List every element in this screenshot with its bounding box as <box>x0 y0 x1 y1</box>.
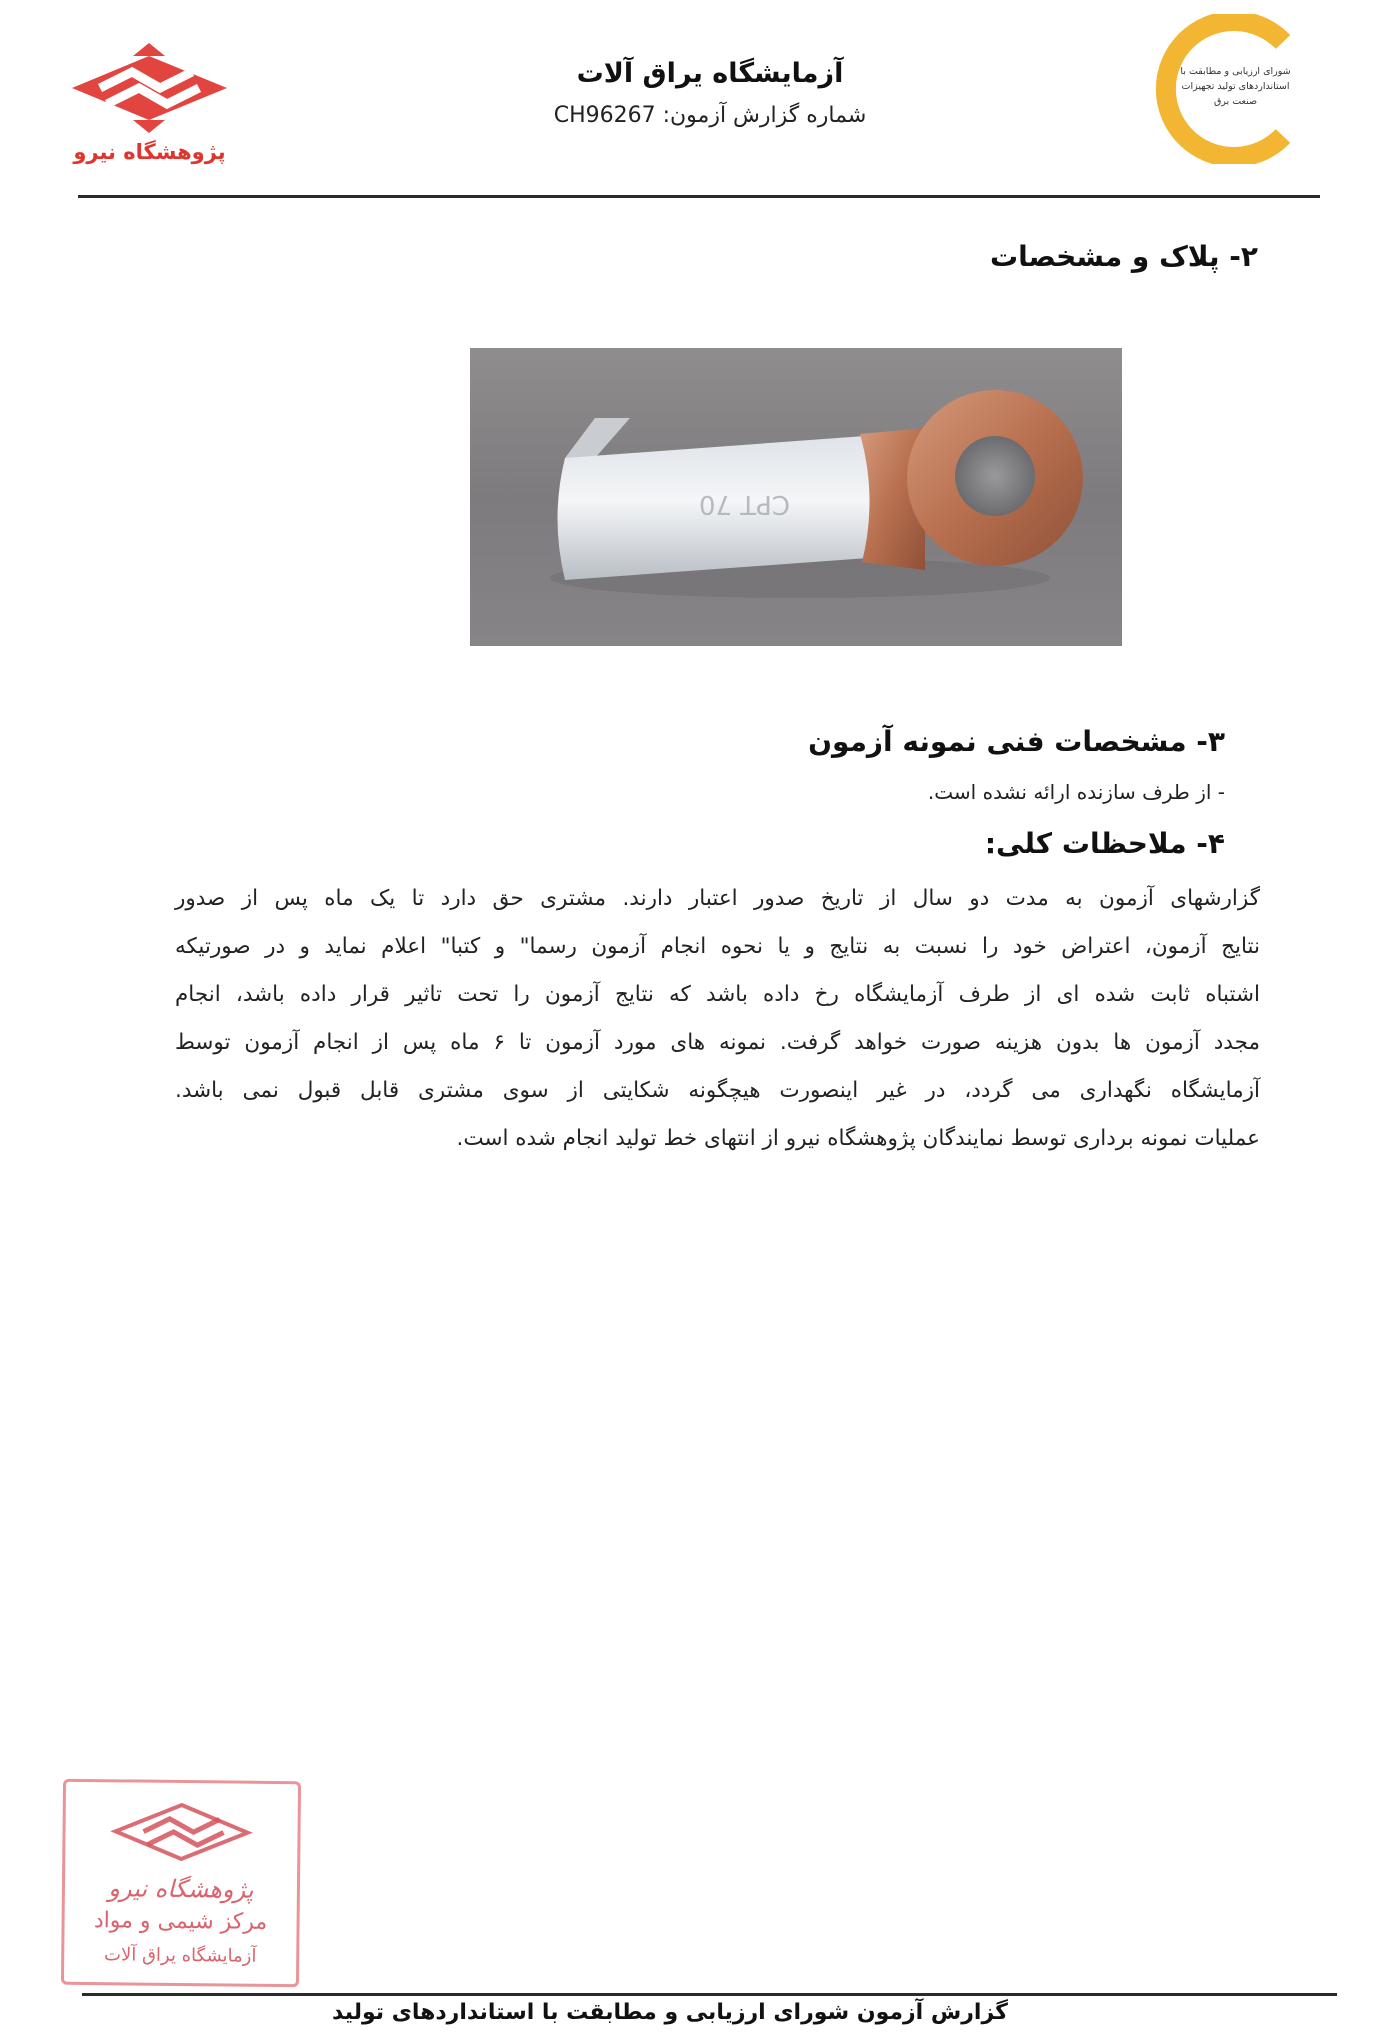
section-2-title: ۲- پلاک و مشخصات <box>989 240 1258 273</box>
remarks-line: مجدد آزمون ها بدون هزینه صورت خواهد گرفت. نمونه های مورد آزمون تا ۶ ماه پس از انجام آزمون توسط <box>175 1030 1260 1055</box>
lab-stamp <box>61 1779 301 1987</box>
stamp-line-2: مرکز شیمی و مواد <box>93 1908 268 1935</box>
remarks-line: اشتباه ثابت شده ای از طرف آزمایشگاه رخ داده باشد که نتایج آزمون را تحت تاثیر قرار داده باشد، انجام <box>175 982 1260 1007</box>
lightning-emblem-icon <box>62 38 237 138</box>
stamp-emblem-icon <box>65 1786 298 1878</box>
remarks-line: آزمایشگاه نگهداری می گردد، در غیر اینصورت هیچگونه شکایتی از سوی مشتری قابل قبول نمی باشد. <box>175 1078 1260 1103</box>
council-logo-text: شورای ارزیابی و مطابقت با استانداردهای تولید تجهیزات صنعت برق <box>1180 66 1291 107</box>
stamp-line-1: پژوهشگاه نیرو <box>108 1874 254 1904</box>
footer-text: گزارش آزمون شورای ارزیابی و مطابقت با استانداردهای تولید <box>332 2000 1008 2025</box>
section-4-title: ۴- ملاحظات کلی: <box>984 827 1225 860</box>
cable-lug-photo <box>470 348 1122 646</box>
stamp-line-3: آزمایشگاه یراق آلات <box>103 1944 257 1967</box>
report-number: شماره گزارش آزمون: CH96267 <box>553 103 867 128</box>
remarks-line: گزارشهای آزمون به مدت دو سال از تاریخ صدور اعتبار دارند. مشتری حق دارد تا یک ماه پس از صدور <box>175 886 1260 911</box>
footer-divider <box>82 1993 1337 1996</box>
section-3-title: ۳- مشخصات فنی نمونه آزمون <box>808 725 1225 758</box>
header-divider <box>78 195 1320 198</box>
remarks-line: عملیات نمونه برداری توسط نمایندگان پژوهشگاه نیرو از انتهای خط تولید انجام شده است. <box>456 1126 1260 1151</box>
section-3-note: - از طرف سازنده ارائه نشده است. <box>927 780 1225 804</box>
header <box>430 58 990 128</box>
council-logo <box>1118 14 1308 164</box>
niroo-institute-logo <box>62 38 262 173</box>
institute-name: پژوهشگاه نیرو <box>73 140 226 164</box>
lab-title: آزمایشگاه یراق آلات <box>576 58 844 89</box>
cable-lug-illustration <box>470 348 1122 646</box>
lug-marking: CPT 70 <box>698 489 790 519</box>
general-remarks-paragraph <box>175 875 1260 1163</box>
remarks-line: نتایج آزمون، اعتراض خود را نسبت به نتایج و یا نحوه انجام آزمون رسما" و کتبا" اعلام نماید و در صورتیکه <box>175 934 1260 959</box>
